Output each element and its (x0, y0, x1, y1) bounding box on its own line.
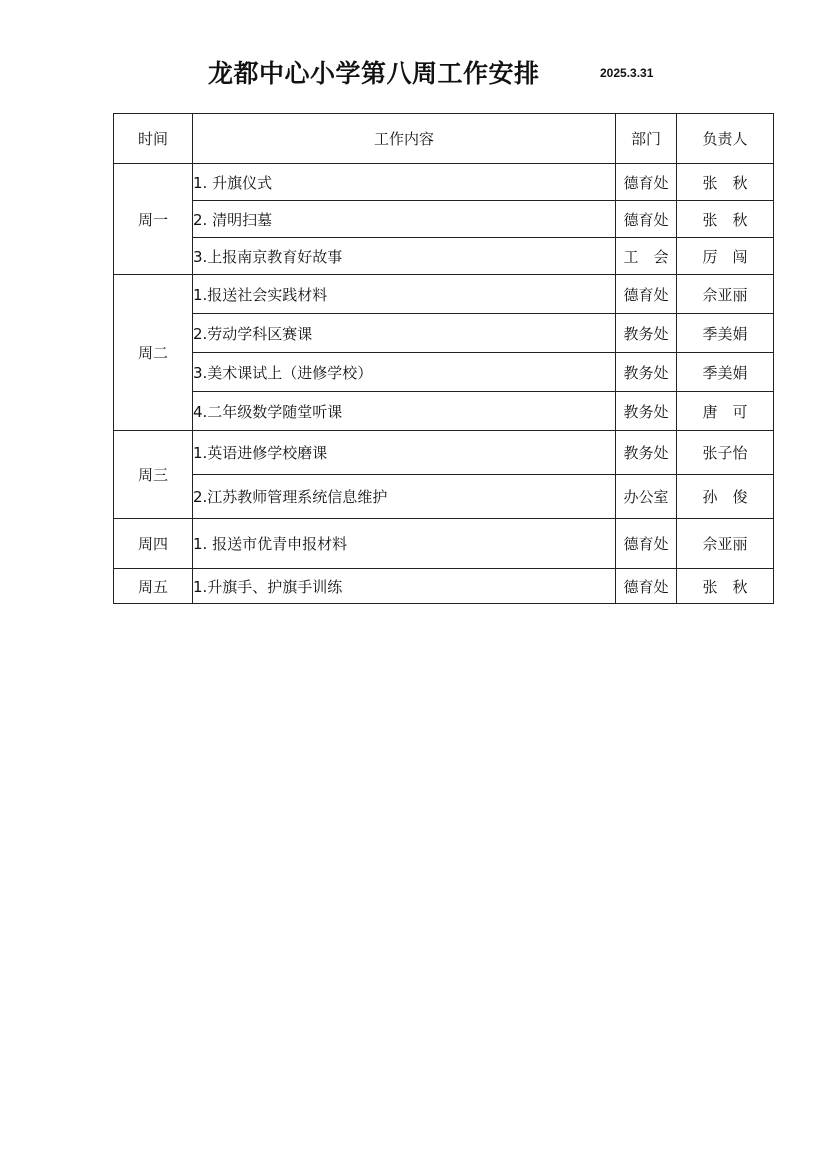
table-row (114, 431, 774, 475)
header-content: 工作内容 (193, 114, 616, 164)
table-row (114, 275, 774, 314)
dept-cell: 教务处 (616, 353, 677, 392)
content-cell: 2. 清明扫墓 (193, 201, 616, 238)
person-cell: 季美娟 (677, 314, 774, 353)
header-time: 时间 (114, 114, 193, 164)
person-cell: 张 秋 (677, 569, 774, 604)
table-row (114, 475, 774, 519)
table-row (114, 519, 774, 569)
content-cell: 3.美术课试上（进修学校） (193, 353, 616, 392)
document-date: 2025.3.31 (600, 66, 654, 80)
person-cell: 孙 俊 (677, 475, 774, 519)
table-row (114, 238, 774, 275)
dept-cell: 德育处 (616, 201, 677, 238)
content-cell: 2.江苏教师管理系统信息维护 (193, 475, 616, 519)
person-cell: 张 秋 (677, 164, 774, 201)
person-cell: 唐 可 (677, 392, 774, 431)
document-header (0, 54, 827, 94)
person-cell: 张子怡 (677, 431, 774, 475)
content-cell: 2.劳动学科区赛课 (193, 314, 616, 353)
table-row (114, 569, 774, 604)
table-row (114, 392, 774, 431)
day-cell: 周四 (114, 519, 193, 569)
day-cell: 周三 (114, 431, 193, 519)
table-row (114, 353, 774, 392)
person-cell: 佘亚丽 (677, 275, 774, 314)
content-cell: 1.英语进修学校磨课 (193, 431, 616, 475)
header-dept: 部门 (616, 114, 677, 164)
content-cell: 1.升旗手、护旗手训练 (193, 569, 616, 604)
table-row (114, 201, 774, 238)
dept-cell: 办公室 (616, 475, 677, 519)
person-cell: 季美娟 (677, 353, 774, 392)
dept-cell: 德育处 (616, 275, 677, 314)
table-row (114, 314, 774, 353)
person-cell: 张 秋 (677, 201, 774, 238)
dept-cell: 教务处 (616, 431, 677, 475)
dept-cell: 德育处 (616, 569, 677, 604)
content-cell: 3.上报南京教育好故事 (193, 238, 616, 275)
table-header-row (114, 114, 774, 164)
day-cell: 周二 (114, 275, 193, 431)
document-title: 龙都中心小学第八周工作安排 (208, 59, 540, 88)
content-cell: 1. 报送市优青申报材料 (193, 519, 616, 569)
dept-cell: 工 会 (616, 238, 677, 275)
content-cell: 1. 升旗仪式 (193, 164, 616, 201)
dept-cell: 教务处 (616, 314, 677, 353)
content-cell: 1.报送社会实践材料 (193, 275, 616, 314)
header-person: 负责人 (677, 114, 774, 164)
dept-cell: 教务处 (616, 392, 677, 431)
schedule-table (113, 113, 774, 604)
person-cell: 佘亚丽 (677, 519, 774, 569)
person-cell: 厉 闯 (677, 238, 774, 275)
content-cell: 4.二年级数学随堂听课 (193, 392, 616, 431)
table-row (114, 164, 774, 201)
dept-cell: 德育处 (616, 519, 677, 569)
dept-cell: 德育处 (616, 164, 677, 201)
day-cell: 周五 (114, 569, 193, 604)
day-cell: 周一 (114, 164, 193, 275)
